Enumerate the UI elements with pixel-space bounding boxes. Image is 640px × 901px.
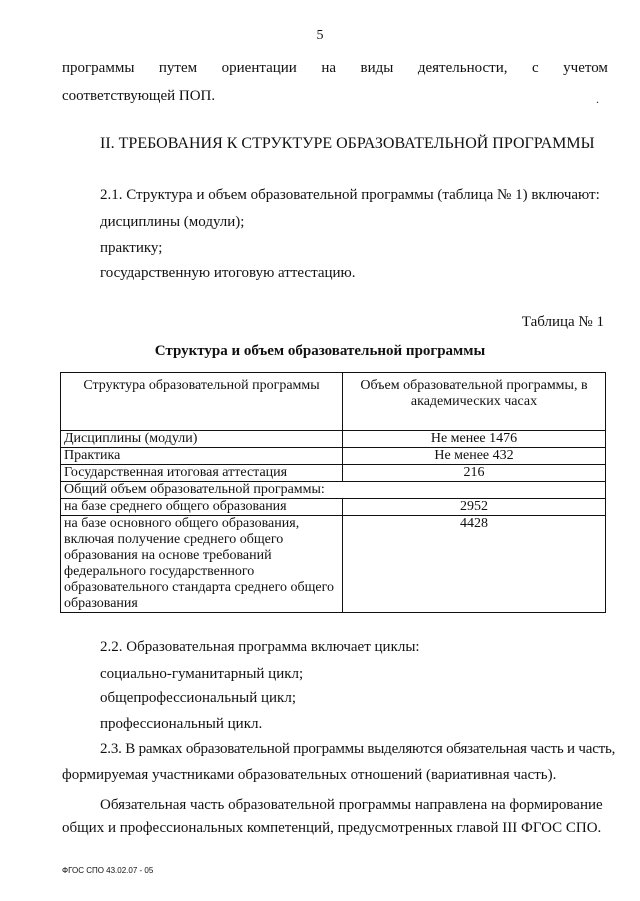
paragraph-1-line-1 (62, 60, 608, 77)
word: путем (158, 60, 198, 76)
last-paragraph-line-2: общих и профессиональных компетенций, предусмотренных главой III ФГОС СПО. (62, 820, 602, 836)
word: на (321, 60, 337, 76)
table-header-cell: Объем образовательной программы, в академических часах (343, 373, 606, 431)
paragraph-1-line-2: соответствующей ПОП. (62, 88, 216, 104)
word: виды (360, 60, 394, 76)
table-row (61, 465, 606, 482)
table-row (61, 516, 606, 613)
table-cell: Не менее 432 (343, 448, 606, 465)
last-paragraph-line-1: Обязательная часть образовательной программы направлена на формирование (100, 797, 603, 813)
table-cell: 2952 (343, 499, 606, 516)
table-row (61, 448, 606, 465)
item-2-2-list-item: социально-гуманитарный цикл; (100, 666, 304, 682)
item-2-2-list-item: общепрофессиональный цикл; (100, 690, 296, 706)
word: ориентации (221, 60, 297, 76)
table-row (61, 482, 606, 499)
table-row (61, 431, 606, 448)
stray-mark: . (596, 92, 599, 106)
table-cell: Дисциплины (модули) (61, 431, 343, 448)
item-2-1-list-item: дисциплины (модули); (100, 214, 245, 230)
word: учетом (563, 60, 608, 76)
table-cell: Практика (61, 448, 343, 465)
item-2-1-list-item: государственную итоговую аттестацию. (100, 265, 356, 281)
table-title: Структура и объем образовательной программы (154, 343, 486, 359)
table-number: Таблица № 1 (521, 314, 604, 330)
table-cell: Общий объем образовательной программы: (61, 482, 606, 499)
table-cell: Не менее 1476 (343, 431, 606, 448)
item-2-1-intro: 2.1. Структура и объем образовательной программы (таблица № 1) включают: (100, 187, 600, 203)
item-2-2-intro: 2.2. Образовательная программа включает циклы: (100, 639, 420, 655)
table-header-row (61, 373, 606, 431)
table-cell: на базе основного общего образования, включая получение среднего общего образования на основе требований федерального государственного образовательного стандарта среднего общего образования (61, 516, 343, 613)
footer-code: ФГОС СПО 43.02.07 - 05 (62, 866, 154, 875)
word: с (531, 60, 539, 76)
item-2-3-line-2: формируемая участниками образовательных отношений (вариативная часть). (62, 767, 557, 783)
word: программы (62, 60, 135, 76)
section-title: II. ТРЕБОВАНИЯ К СТРУКТУРЕ ОБРАЗОВАТЕЛЬНОЙ ПРОГРАММЫ (100, 135, 595, 152)
table-cell: 4428 (343, 516, 606, 613)
word: деятельности, (417, 60, 508, 76)
item-2-3-line-1: 2.3. В рамках образовательной программы выделяются обязательная часть и часть, (100, 741, 616, 757)
table-row (61, 499, 606, 516)
structure-table (60, 372, 606, 613)
item-2-1-list-item: практику; (100, 240, 163, 256)
table-header-cell: Структура образовательной программы (61, 373, 343, 431)
table-cell: 216 (343, 465, 606, 482)
page-number: 5 (316, 28, 324, 43)
table-cell: на базе среднего общего образования (61, 499, 343, 516)
item-2-2-list-item: профессиональный цикл. (100, 716, 263, 732)
table-cell: Государственная итоговая аттестация (61, 465, 343, 482)
